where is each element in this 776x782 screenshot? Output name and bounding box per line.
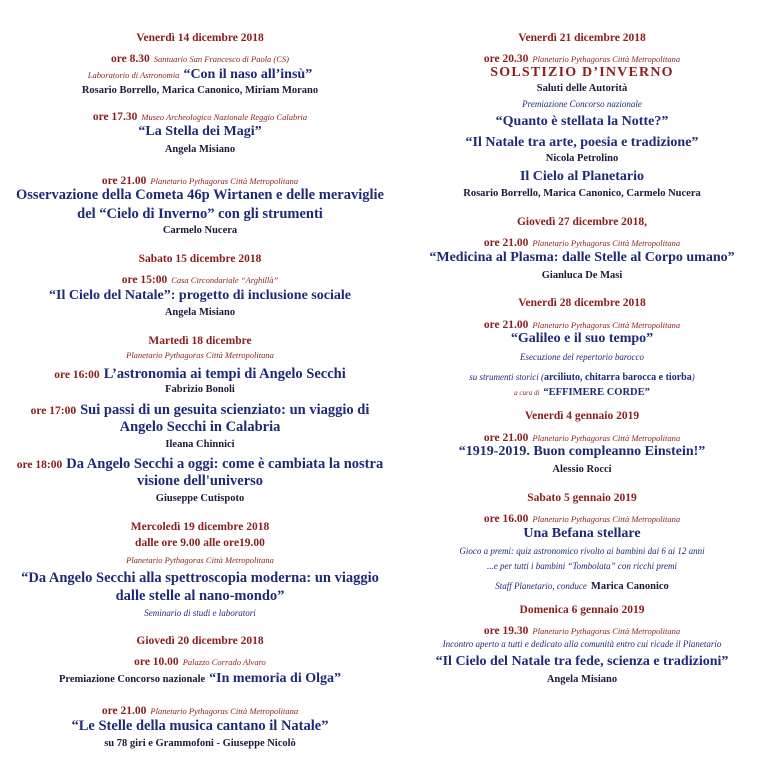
event-headline: SOLSTIZIO D’INVERNO — [490, 65, 674, 80]
event-venue: Planetario Pythagoras Città Metropolitana — [126, 350, 274, 360]
event-title: dalle stelle al nano-mondo” — [115, 588, 285, 604]
event-speakers: su 78 giri e Grammofoni - Giuseppe Nicolò — [104, 738, 296, 749]
event-title: “Il Cielo del Natale”: progetto di inclusione sociale — [49, 288, 351, 303]
event-venue: Planetario Pythagoras Città Metropolitana — [150, 706, 299, 716]
event-title: Il Cielo al Planetario — [519, 169, 645, 184]
event-title: “Le Stelle della musica cantano il Natale” — [71, 718, 329, 734]
event-venue: Planetario Pythagoras Città Metropolitana — [532, 320, 681, 330]
event-date: Sabato 5 gennaio 2019 — [527, 492, 637, 504]
event-title: “Quanto è stellata la Notte?” — [495, 114, 669, 129]
event-date: Venerdì 28 dicembre 2018 — [518, 297, 646, 309]
event-speakers: Giuseppe Cutispoto — [155, 493, 245, 504]
event-time: ore 16.00 — [483, 513, 529, 525]
event-note: Esecuzione del repertorio barocco — [519, 352, 645, 362]
event-note: Gioco a premi: quiz astronomico rivolto ai bambini dai 6 ai 12 anni — [459, 546, 705, 556]
event-venue: Museo Archeologico Nazionale Reggio Calabria — [141, 112, 308, 122]
event-date: Sabato 15 dicembre 2018 — [138, 253, 262, 265]
event-venue: Santuario San Francesco di Paola (CS) — [153, 54, 290, 64]
event-date: Giovedì 27 dicembre 2018, — [516, 216, 648, 228]
event-venue: Planetario Pythagoras Città Metropolitana — [126, 555, 274, 565]
event-time: ore 10.00 — [134, 656, 179, 668]
event-time: ore 18:00 — [16, 459, 63, 471]
event-venue: Palazzo Corrado Alvaro — [182, 657, 266, 667]
event-speakers: Rosario Borrello, Marica Canonico, Miriam Morano — [81, 85, 319, 96]
event-title: “1919-2019. Buon compleanno Einstein!” — [458, 444, 706, 459]
event-instruments: arciliuto, chitarra barocca e tiorba — [544, 372, 692, 383]
event-speakers: Angela Misiano — [164, 307, 236, 318]
event-note: Staff Planetario, conduce — [495, 581, 587, 591]
event-time: ore 21.00 — [483, 319, 529, 331]
event-time: ore 21.00 — [483, 237, 529, 249]
event-venue: Planetario Pythagoras Città Metropolitana — [532, 433, 681, 443]
event-note: Incontro aperto a tutti e dedicato alla comunità entro cui ricade il Planetario — [442, 639, 722, 649]
event-venue: Planetario Pythagoras Città Metropolitana — [532, 514, 681, 524]
event-date: Domenica 6 gennaio 2019 — [519, 604, 645, 616]
event-speakers: Nicola Petrolino — [545, 153, 619, 164]
event-time: ore 19.30 — [483, 625, 529, 637]
event-title: Una Befana stellare — [523, 526, 641, 541]
event-note: ...e per tutti i bambini “Tombolata” con ricchi premi — [486, 561, 678, 571]
event-speakers: Alessio Rocci — [552, 464, 612, 475]
event-time: ore 8.30 — [110, 53, 150, 65]
event-speakers: Carmelo Nucera — [162, 225, 238, 236]
event-note: Seminario di studi e laboratori — [144, 608, 256, 618]
event-date: Giovedì 20 dicembre 2018 — [136, 635, 264, 647]
event-speakers: Rosario Borrello, Marica Canonico, Carmelo Nucera — [463, 188, 701, 199]
event-date: Mercoledì 19 dicembre 2018 — [130, 521, 270, 533]
event-title: del “Cielo di Inverno” con gli strumenti — [77, 206, 323, 222]
event-title: Angelo Secchi in Calabria — [119, 419, 281, 435]
event-speakers: Angela Misiano — [164, 144, 236, 155]
event-title: Osservazione della Cometa 46p Wirtanen e delle meraviglie — [16, 187, 384, 203]
event-note: su strumenti storici ( — [469, 372, 545, 382]
event-venue: Planetario Pythagoras Città Metropolitana — [532, 626, 681, 636]
event-title: “Il Cielo del Natale tra fede, scienza e tradizioni” — [435, 654, 729, 669]
event-speakers: Marica Canonico — [590, 581, 669, 592]
event-time: ore 21.00 — [483, 432, 529, 444]
event-prefix: Premiazione Concorso nazionale — [58, 674, 206, 685]
event-venue: Planetario Pythagoras Città Metropolitana — [532, 54, 681, 64]
event-date: Venerdì 4 gennaio 2019 — [524, 410, 640, 422]
event-title: “Il Natale tra arte, poesia e tradizione” — [465, 135, 699, 150]
event-title: visione dell'universo — [136, 473, 264, 489]
event-speakers: Fabrizio Bonoli — [165, 384, 235, 395]
event-title: “Con il naso all’insù” — [183, 67, 313, 82]
event-title: “Da Angelo Secchi alla spettroscopia moderna: un viaggio — [21, 570, 379, 586]
event-prefix: Laboratorio di Astronomia — [87, 70, 180, 80]
event-award: Premiazione Concorso nazionale — [522, 99, 642, 109]
event-speakers: Angela Misiano — [546, 674, 618, 685]
event-time: ore 17.30 — [92, 111, 138, 123]
event-time: dalle ore 9.00 alle ore19.00 — [135, 537, 265, 549]
event-time: ore 17:00 — [30, 405, 77, 417]
event-title: “La Stella dei Magi” — [138, 124, 262, 139]
event-speakers: Gianluca De Masi — [541, 270, 623, 281]
event-title: “Medicina al Plasma: dalle Stelle al Corpo umano” — [429, 250, 735, 265]
event-title: “In memoria di Olga” — [209, 671, 342, 686]
event-time: ore 21.00 — [101, 175, 147, 187]
event-time: ore 16:00 — [54, 369, 100, 381]
event-venue: Planetario Pythagoras Città Metropolitana — [532, 238, 681, 248]
event-time: ore 15:00 — [121, 274, 168, 286]
event-time: ore 21.00 — [101, 705, 147, 717]
event-ensemble: “EFFIMERE CORDE” — [543, 387, 650, 398]
event-date: Martedì 18 dicembre — [148, 335, 252, 347]
event-venue: Planetario Pythagoras Città Metropolitana — [150, 176, 299, 186]
event-credit-prefix: a cura di — [514, 389, 540, 397]
event-title: Da Angelo Secchi a oggi: come è cambiata la nostra — [66, 456, 384, 472]
event-date: Venerdì 14 dicembre 2018 — [136, 32, 264, 44]
event-venue: Casa Circondariale “Arghillà” — [171, 275, 279, 285]
event-date: Venerdì 21 dicembre 2018 — [518, 32, 646, 44]
event-speakers: Ileana Chinnici — [165, 439, 235, 450]
event-title: “Galileo e il suo tempo” — [510, 331, 654, 346]
event-title: L’astronomia ai tempi di Angelo Secchi — [103, 366, 346, 382]
event-title: Sui passi di un gesuita scienziato: un viaggio di — [80, 402, 370, 418]
event-greetings: Saluti delle Autorità — [536, 83, 628, 94]
event-time: ore 20.30 — [483, 53, 529, 65]
